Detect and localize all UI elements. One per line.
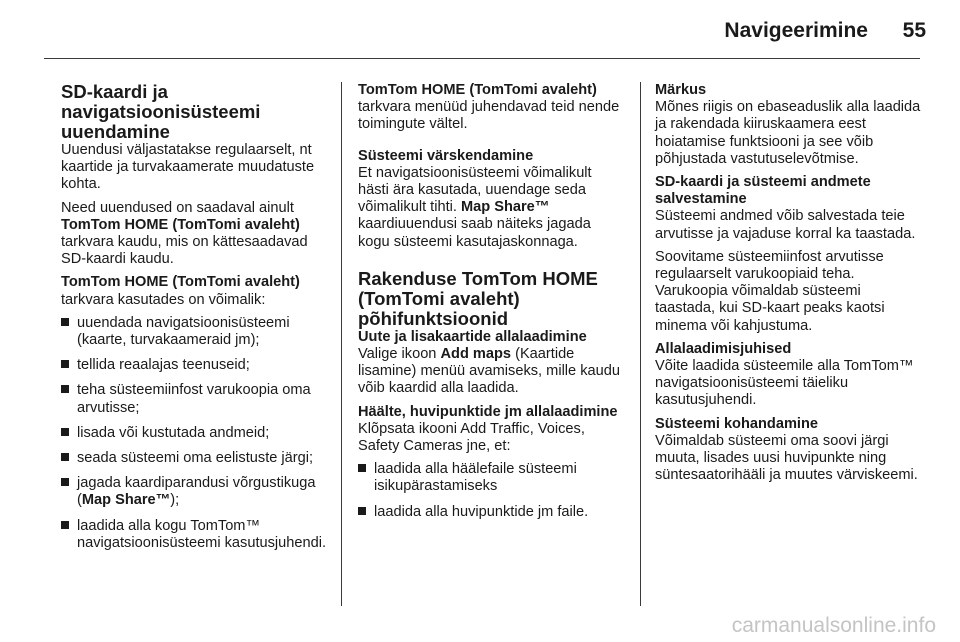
list-item: lisada või kustutada andmeid;: [61, 425, 329, 442]
bullet-icon: [61, 385, 69, 393]
bullet-icon: [61, 521, 69, 529]
watermark: carmanualsonline.info: [731, 614, 936, 637]
subheading-voices-download: Häälte, huvipunktide jm allalaadimine: [358, 403, 618, 420]
list-item: laadida alla huvipunktide jm faile.: [358, 504, 626, 521]
subheading-system-update: Süsteemi värskendamine: [358, 147, 534, 164]
paragraph: Võimaldab süsteemi oma soovi järgi muuta, lisades uusi huvipunkte ning süntesaatorihääli ja muutes värviskeemi.: [655, 432, 918, 484]
download-list: [358, 461, 626, 521]
bullet-icon: [61, 428, 69, 436]
list-item: seada süsteemi oma eelistuste järgi;: [61, 450, 329, 467]
page-header-title: Navigeerimine: [724, 19, 868, 42]
note-title: Märkus: [655, 82, 707, 98]
paragraph: Valige ikoon Add maps (Kaartide lisamine) menüü avamiseks, mille kaudu võib kaardid alla laadida.: [358, 346, 620, 397]
header-divider: [44, 58, 920, 59]
bullet-icon: [61, 360, 69, 368]
column-3: [655, 82, 923, 490]
section-heading-tomtom-home: Rakenduse TomTom HOME (TomTomi avaleht) põhifunktsioonid: [358, 267, 598, 329]
column-divider-2: [640, 82, 641, 606]
paragraph: Uuendusi väljastatakse regulaarselt, nt kaartide ja turvakaamerate muudatuste kohta.: [61, 142, 315, 193]
paragraph: TomTom HOME (TomTomi avaleht) tarkvara menüüd juhendavad teid nende toimingute vältel.: [358, 82, 620, 133]
note-text: Mõnes riigis on ebaseaduslik alla laadida ja rakendada kiiruskaamera eest hoiatamise funktsiooni ja see võib põhjustada vastutuselevõtmise.: [655, 99, 921, 167]
page-number: 55: [902, 19, 926, 42]
list-item: teha süsteemiinfost varukoopia oma arvutisse;: [61, 382, 329, 416]
list-item: laadida alla häälefaile süsteemi isikupärastamiseks: [358, 461, 626, 495]
list-item: laadida alla kogu TomTom™ navigatsioonisüsteemi kasutusjuhendi.: [61, 518, 329, 552]
paragraph: Need uuendused on saadaval ainult TomTom HOME (TomTomi avaleht) tarkvara kaudu, mis on kättesaadavad SD-kaardi kaudu.: [61, 199, 308, 268]
section-heading-sd-update: SD-kaardi ja navigatsioonisüsteemi uuendamine: [61, 81, 261, 142]
bullet-icon: [358, 507, 366, 515]
paragraph: Võite laadida süsteemile alla TomTom™ navigatsioonisüsteemi täieliku kasutusjuhendi.: [655, 358, 914, 409]
paragraph: Et navigatsioonisüsteemi võimalikult hästi ära kasutada, uuendage seda võimalikult tihti. Map Share™ kaardiuuendusi saab näiteks jagada kogu süsteemi kasutajaskonnaga.: [358, 164, 592, 250]
subheading-customize: Süsteemi kohandamine: [655, 415, 819, 432]
bullet-icon: [61, 453, 69, 461]
bullet-icon: [61, 318, 69, 326]
paragraph: TomTom HOME (TomTomi avaleht) tarkvara kasutades on võimalik:: [61, 274, 300, 308]
paragraph: Soovitame süsteemiinfost arvutisse regulaarselt varukoopiaid teha. Varukoopia võimaldab süsteemi taastada, kui SD-kaart peaks kaotsi minema või kahjustuma.: [655, 248, 885, 334]
column-1: [61, 82, 329, 560]
feature-list: [61, 315, 329, 552]
paragraph: Süsteemi andmed võib salvestada teie arvutisse ja vajaduse korral ka taastada.: [655, 208, 916, 242]
list-item: uuendada navigatsioonisüsteemi (kaarte, turvakaameraid jm);: [61, 315, 329, 349]
list-item: tellida reaalajas teenuseid;: [61, 357, 329, 374]
subheading-map-download: Uute ja lisakaartide allalaadimine: [358, 328, 587, 345]
paragraph: Klõpsata ikooni Add Traffic, Voices, Safety Cameras jne, et:: [358, 420, 585, 455]
column-divider-1: [341, 82, 342, 606]
bullet-icon: [61, 478, 69, 486]
bullet-icon: [358, 464, 366, 472]
list-item: jagada kaardiparandusi võrgustikuga (Map Share™);: [61, 475, 329, 509]
column-2: [358, 82, 626, 529]
subheading-data-backup: SD-kaardi ja süsteemi andmete salvestamine: [655, 174, 871, 208]
subheading-download-guides: Allalaadimisjuhised: [655, 340, 792, 357]
